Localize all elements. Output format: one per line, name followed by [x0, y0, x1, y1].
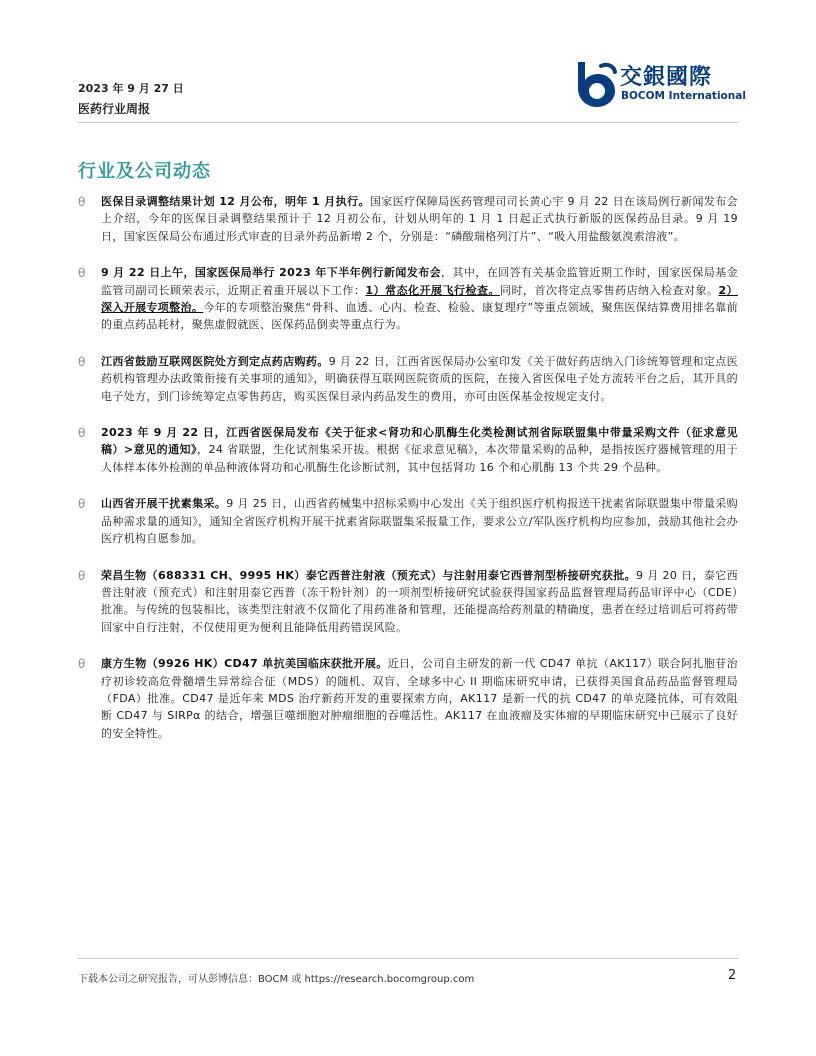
- news-paragraph: [101, 353, 738, 405]
- news-paragraph: [101, 193, 738, 245]
- footer-divider: [78, 958, 738, 959]
- news-body: 9 月 22 日，江西省医保局办公室印发《关于做好药店纳入门诊统筹管理和定点医药机构管理办法政策衔接有关事项的通知》，明确获得互联网医院资质的医院，在接入省医保电子处方流转平台之后，其开具的电子处方，到门诊统筹定点零售药店，购买医保目录内药品发生的费用，亦可由医保基金按规定支付。: [101, 354, 739, 403]
- circled-theta-bullet-icon: θ: [78, 497, 86, 512]
- news-paragraph: [101, 424, 738, 476]
- circled-theta-bullet-icon: θ: [78, 195, 86, 209]
- report-title: 医药行业周报: [78, 102, 151, 116]
- bocom-logo: [572, 58, 746, 108]
- news-body: 今年的专项整治聚焦“骨科、血透、心内、检查、检验、康复理疗”等重点领域，聚焦医保结算费用排名靠前的重点药品耗材，聚焦虚假就医、医保药品倒卖等重点行为。: [101, 301, 738, 332]
- news-item: [78, 655, 738, 742]
- header-date: 2023 年 9 月 27 日: [78, 82, 184, 95]
- news-item: [78, 193, 738, 245]
- news-list: [78, 193, 738, 761]
- news-headline: 康方生物（9926 HK）CD47 单抗美国临床获批开展。: [101, 657, 388, 671]
- news-paragraph: [101, 495, 738, 547]
- news-item: [78, 567, 738, 637]
- news-paragraph: [101, 655, 738, 742]
- news-body: 9 月 20 日，泰它西普注射液（预充式）和注射用泰它西普（冻干粉针剂）的一项剂型桥接研究试验获得国家药品监督管理局药品审评中心（CDE）批准。与传统的包装相比，该类型注射液不仅简化了用药准备和管理，还能提高给药剂量的精确度，患者在经过培训后可将药带回家中自行注射，不仅使用更为便利且能降低用药错误风险。: [101, 568, 739, 634]
- news-item: [78, 264, 738, 334]
- logo-name-en: BOCOM International: [621, 90, 746, 102]
- news-headline: 2023 年 9 月 22 日，江西省医保局发布《关于征求<肾功和心肌酶生化类检测试剂省际联盟集中带量采购文件（征求意见稿）>意见的通知》: [101, 426, 738, 457]
- circled-theta-bullet-icon: θ: [78, 426, 86, 441]
- logo-name-cn: 交銀國際: [620, 65, 713, 90]
- circled-theta-bullet-icon: θ: [78, 266, 86, 281]
- news-item: [78, 424, 738, 476]
- circled-theta-bullet-icon: θ: [78, 657, 86, 672]
- news-body: 同时，首次将定点零售药店纳入检查对象。: [500, 283, 719, 297]
- news-body: 国家医疗保障局医药管理司司长黄心宇 9 月 22 日在该局例行新闻发布会上介绍，今年的医保目录调整结果预计于 12 月初公布，计划从明年的 1 月 1 日起正式执行新版的医保药品目录。9 月 19 日，国家医保局公布通过形式审查的目录外药品新增 2 个，分别是：“磷酸瑞格列汀片”、“吸入用盐酸氨溴索溶液”。: [101, 195, 738, 243]
- circled-theta-bullet-icon: θ: [78, 568, 86, 583]
- news-body: 近日，公司自主研发的新一代 CD47 单抗（AK117）联合阿扎胞苷治疗初诊较高危骨髓增生异常综合征（MDS）的随机、双盲、全球多中心 II 期临床研究申请，已获得美国食品药品监督管理局（FDA）批准。CD47 是近年来 MDS 治疗新药开发的重要探索方向，AK117 是新一代的抗 CD47 的单克隆抗体，可有效阻断 CD47 与 SIRPα 的结合，增强巨噬细胞对肿瘤细胞的吞噬活性。AK117 在血液瘤及实体瘤的早期临床研究中已展示了良好的安全特性。: [101, 657, 738, 740]
- footer-download-note: 下载本公司之研究报告，可从彭博信息：BOCM 或 https://research.bocomgroup.com: [78, 974, 475, 985]
- news-highlight: 1）常态化开展飞行检查。: [365, 283, 501, 297]
- news-body: ，24 省联盟，生化试剂集采开拔。根据《征求意见稿》，本次带量采购的品种，是指按医疗器械管理的用于人体样本体外检测的单品种液体肾功和心肌酶生化诊断试剂，其中包括肾功 16 个和心肌酶 13 个共 29 个品种。: [101, 443, 738, 474]
- circled-theta-bullet-icon: θ: [78, 354, 86, 369]
- news-body: 9 月 25 日，山西省药械集中招标采购中心发出《关于组织医疗机构报送干扰素省际联盟集中带量采购品种需求量的通知》，通知全省医疗机构开展干扰素省际联盟集采报量工作，要求公立/军队医疗机构均应参加，鼓励其他社会办医疗机构自愿参加。: [101, 497, 738, 546]
- news-headline: 9 月 22 日上午，国家医保局举行 2023 年下半年例行新闻发布会: [101, 266, 442, 280]
- news-body: ，其中，在回答有关基金监管近期工作时，国家医保局基金监管司副司长顾荣表示，近期正着重开展以下工作：: [101, 266, 738, 297]
- news-headline: 医保目录调整结果计划 12 月公布，明年 1 月执行。: [101, 195, 370, 208]
- section-title: 行业及公司动态: [78, 161, 211, 182]
- news-item: [78, 495, 738, 547]
- news-paragraph: [101, 567, 738, 637]
- page-number: 2: [728, 968, 737, 983]
- news-highlight: 2）深入开展专项整治。: [101, 283, 738, 315]
- header-divider: [78, 122, 738, 123]
- news-headline: 山西省开展干扰素集采。: [101, 497, 227, 511]
- news-item: [78, 353, 738, 405]
- news-headline: 荣昌生物（688331 CH、9995 HK）泰它西普注射液（预充式）与注射用泰它西普剂型桥接研究获批。: [101, 568, 636, 582]
- bocom-logo-icon: [572, 58, 618, 108]
- news-headline: 江西省鼓励互联网医院处方到定点药店购药。: [101, 354, 329, 368]
- news-paragraph: [101, 264, 738, 334]
